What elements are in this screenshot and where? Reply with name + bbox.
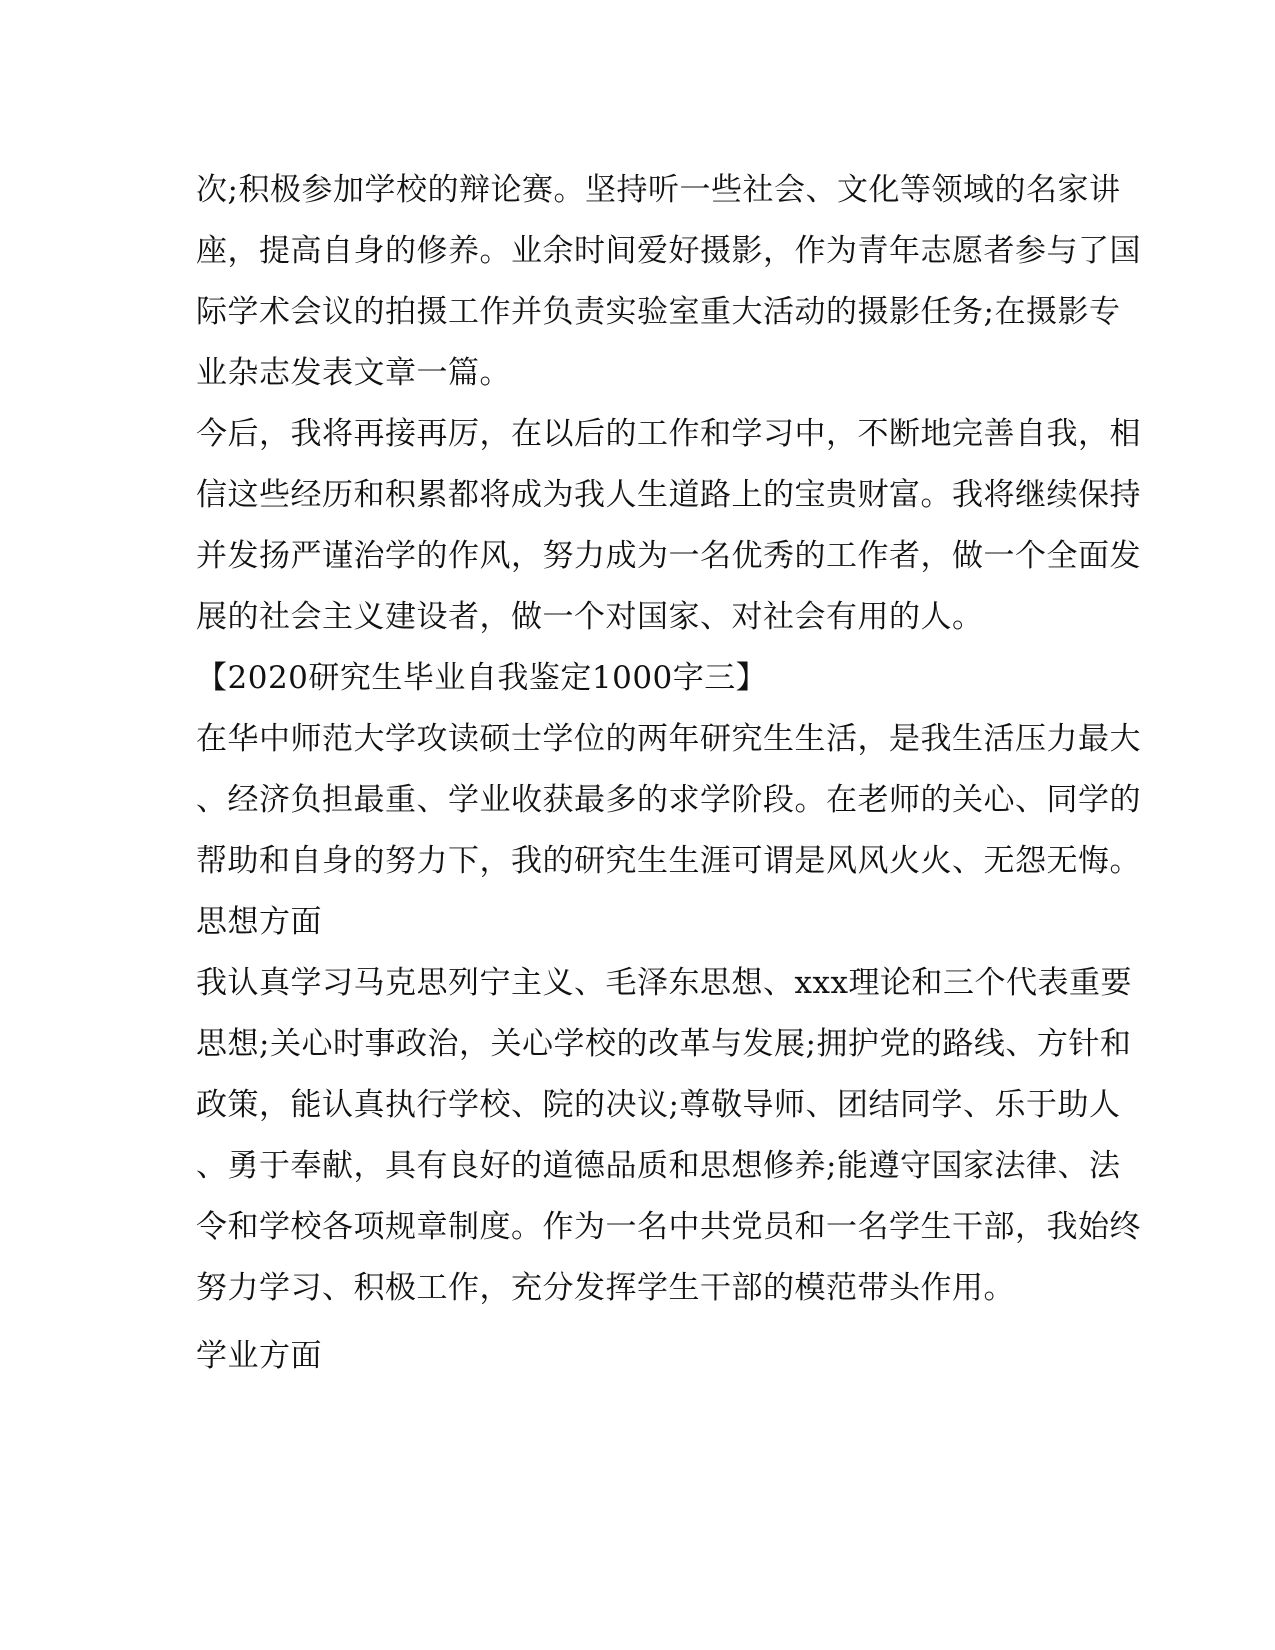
text-line: 帮助和自身的努力下，我的研究生生涯可谓是风风火火、无怨无悔。 [196,843,1141,879]
subsection-heading: 思想方面 [196,904,322,940]
text-line: 业杂志发表文章一篇。 [196,355,511,391]
text-line: 际学术会议的拍摄工作并负责实验室重大活动的摄影任务;在摄影专 [196,294,1121,330]
text-line: 今后，我将再接再厉，在以后的工作和学习中，不断地完善自我，相 [196,416,1141,452]
text-line: 信这些经历和积累都将成为我人生道路上的宝贵财富。我将继续保持 [196,477,1141,513]
text-line: 努力学习、积极工作，充分发挥学生干部的模范带头作用。 [196,1270,1015,1306]
text-line: 我认真学习马克思列宁主义、毛泽东思想、xxx理论和三个代表重要 [196,965,1132,1001]
section-heading: 【2020研究生毕业自我鉴定1000字三】 [196,660,768,696]
text-line: 次;积极参加学校的辩论赛。坚持听一些社会、文化等领域的名家讲 [196,172,1121,208]
text-line: 并发扬严谨治学的作风，努力成为一名优秀的工作者，做一个全面发 [196,538,1141,574]
text-line: 令和学校各项规章制度。作为一名中共党员和一名学生干部，我始终 [196,1209,1141,1245]
text-line: 思想;关心时事政治，关心学校的改革与发展;拥护党的路线、方针和 [196,1026,1132,1062]
text-line: 展的社会主义建设者，做一个对国家、对社会有用的人。 [196,599,984,635]
text-line: 在华中师范大学攻读硕士学位的两年研究生生活，是我生活压力最大 [196,721,1141,757]
text-line: 、勇于奉献，具有良好的道德品质和思想修养;能遵守国家法律、法 [196,1148,1121,1184]
text-line: 政策，能认真执行学校、院的决议;尊敬导师、团结同学、乐于助人 [196,1087,1121,1123]
text-line: 、经济负担最重、学业收获最多的求学阶段。在老师的关心、同学的 [196,782,1141,818]
subsection-heading: 学业方面 [196,1338,322,1374]
text-line: 座，提高自身的修养。业余时间爱好摄影，作为青年志愿者参与了国 [196,233,1141,269]
